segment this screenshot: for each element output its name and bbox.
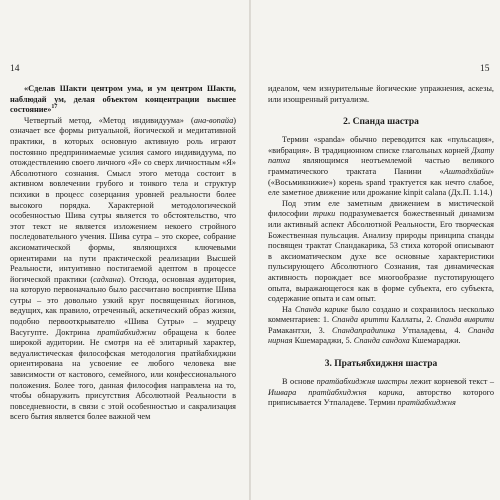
sanskrit-term: Спанда карике bbox=[294, 304, 348, 314]
paragraph-spanda-karika bbox=[268, 199, 494, 305]
shiva-sutra-quote bbox=[10, 84, 236, 116]
sanskrit-term: Дхату патха bbox=[268, 145, 494, 166]
book-gutter bbox=[249, 0, 251, 500]
sanskrit-term: пратйабхиджни bbox=[97, 327, 156, 337]
paragraph-spanda-term bbox=[268, 135, 494, 199]
text-span: Четвертый метод, «Метод индивидуума» ( bbox=[24, 115, 194, 125]
text-span: Кшемараджи. bbox=[409, 336, 461, 346]
text-span: ). Отсюда, основная аудитория, на которую первоначально было рассчитано восприятие Шива сутры – это довольно узкий круг посвященных йогинов, ведущих, как правило, отреченный, аскетический образ жизни, подобно первооткрывателю «Шива Сутры» – мудрецу Васугупте. Доктрина bbox=[10, 274, 236, 337]
right-page-number: 15 bbox=[480, 64, 490, 74]
sanskrit-term: Ишвара пратйабхиджня карика bbox=[268, 387, 403, 397]
sanskrit-term: пратйабхиджня bbox=[397, 398, 456, 408]
left-page-number: 14 bbox=[10, 64, 20, 74]
text-span: , авторство которого приписывается Утпаладеве. Термин bbox=[268, 387, 494, 408]
text-span: подразумевается божественный динамизм или активный аспект Абсолютной Реальности, Его творческая Божественная пульсация. Анализу природы принципа спанды посвящен трактат Спандакарика, 53 стиха которой описывают в аксиоматическом духе все основные характеристики пульсирующего Абсолютного Сознания, тая динамическая активность порождает все многообразие пустотирующего опыта, выражающегося как в форме субъекта, его субъекта, содержание опыта и сам опыт. bbox=[268, 209, 494, 304]
right-page bbox=[268, 62, 494, 409]
text-span: Кшемараджи, 5. bbox=[292, 336, 354, 346]
text-span: На bbox=[282, 304, 295, 314]
quote-text: «Сделав Шакти центром ума, и ум центром Шакти, наблюдай ум, делая объектом концентрации высшее состояние» bbox=[10, 84, 236, 115]
text-span: В основе bbox=[282, 377, 317, 387]
sanskrit-term: Спанда вритти bbox=[331, 315, 389, 325]
sanskrit-term: Спанда виврити bbox=[435, 315, 495, 325]
sanskrit-term: Спандапрадипика bbox=[331, 325, 396, 335]
sanskrit-term: трики bbox=[312, 209, 336, 219]
sanskrit-term: Спанда сандоха bbox=[353, 336, 410, 346]
text-span: являющимся неотъемлемой частью великого грамматического трактата Панини « bbox=[268, 156, 494, 176]
text-span: Термин «spanda» обычно переводится как «пульсация», «вибрация». В традиционном списке глагольных корней bbox=[268, 135, 494, 155]
text-span: Утпаладевы, 4. bbox=[395, 325, 468, 335]
text-span: лежит корневой текст – bbox=[407, 377, 494, 387]
section-heading-pratyabhijna: 3. Пратьябхиджня шастра bbox=[324, 359, 438, 370]
sanskrit-term: ана-вопайа bbox=[193, 115, 234, 125]
text-span: ) означает все формы ритуальной, йогической и медитативной практики, в которых основную активную роль играют постоянно предпринимаемые усилия самого индивидуума, по отождествлению своего личного «Я» со сверх личностным «Я» Абсолютного сознания. Смысл этого метода состоит в активном вовлечении грубого и тонкого тела и структур психики в процесс созерцания уровней реальности более высокого порядка. Характерной методологической особенностью Шива сутры является то обстоятельство, что этот текст не является изложением некоего стройного последовательного учения. Шива сутра – это скорее, собрание аксиоматической формы, являющихся ключевыми ориентирами на пути практической реализации Высшей Реальности, интуитивно постигаемой адептом в процессе йогической практики ( bbox=[10, 115, 236, 284]
sanskrit-term: Аштадхйайи bbox=[443, 166, 490, 176]
paragraph-commentaries bbox=[268, 305, 494, 347]
sanskrit-term: пратйабхиджня шастры bbox=[316, 377, 408, 387]
text-span: » («Восьмикнижие») корень spand трактуется как нечто слабое, еле заметное движение или дрожание kinpit calana (Дх.П. 1.14.) bbox=[268, 166, 494, 198]
footnote-marker: 17 bbox=[51, 104, 58, 111]
section-heading-spanda: 2. Спанда шастра bbox=[343, 117, 419, 128]
left-page bbox=[10, 62, 236, 423]
text-span: Каллаты, 2. bbox=[388, 315, 436, 325]
sanskrit-term: садхана bbox=[93, 274, 121, 284]
text-span: было создано и сохранилось несколько комментариев: 1. bbox=[268, 304, 495, 325]
paragraph-pratyabhijna bbox=[268, 377, 494, 409]
paragraph-anavopaya bbox=[10, 116, 236, 423]
text-span: Рамакантхи, 3. bbox=[268, 325, 332, 335]
text-span: обращена к более широкой аудитории. Не смотря на её элитарный характер, ведуалистическая философская методология пратйабхиджни ориентирована на усвоение ее любого человека вне зависимости от кастового, семейного, или конфессионального положения. Более того, данная философия направлена на то, чтобы обнаружить присутствия Абсолютной Реальности в повседневности, в связи с этой особенностью и сакрализация всего бытия является более важной чем bbox=[10, 327, 236, 422]
paragraph-continuation: идеалом, чем изнурительные йогические упражнения, аскезы, или изощренный ритуализм. bbox=[268, 84, 494, 104]
text-span: Под этим еле заметным движением в мистической философии bbox=[268, 198, 494, 219]
sanskrit-term: Спанда нирная bbox=[268, 325, 494, 346]
